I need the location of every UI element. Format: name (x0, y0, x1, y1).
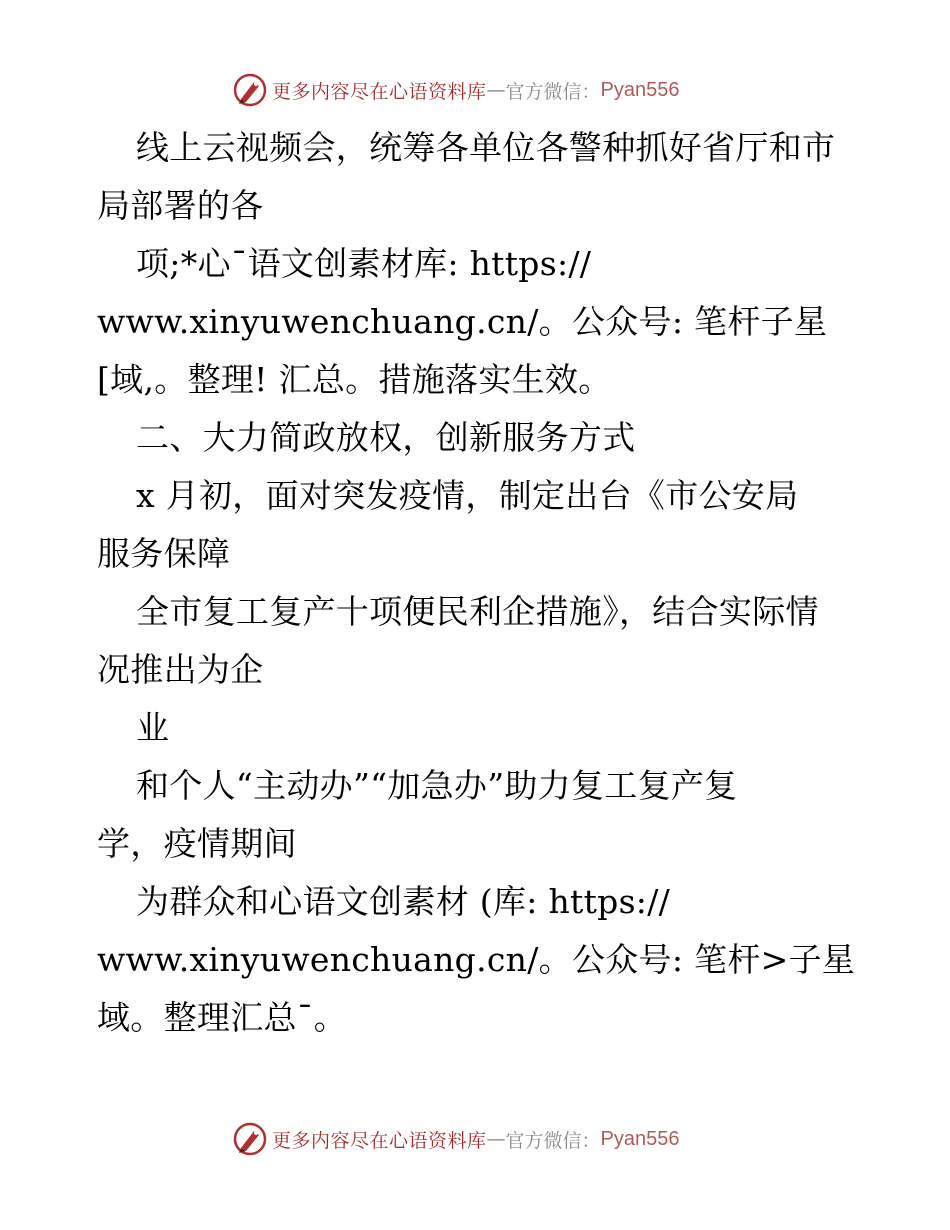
body-line-12: 和个人“主动办”“加急办”助力复工复产复 (136, 766, 738, 805)
watermark-main-text: 更多内容尽在心语资料库 (272, 80, 487, 103)
body-line-11: 业 (136, 708, 170, 747)
header-watermark (232, 72, 680, 108)
body-line-2: 局部署的各 (97, 186, 264, 225)
body-line-10: 况推出为企 (97, 650, 264, 689)
body-line-13: 学，疫情期间 (97, 824, 297, 863)
pen-logo-icon (232, 1121, 268, 1157)
watermark-wechat-id: Pyan556 (600, 78, 680, 101)
body-line-8: 服务保障 (97, 534, 231, 573)
watermark-separator: — (486, 79, 506, 101)
body-line-9: 全市复工复产十项便民利企措施》，结合实际情 (136, 592, 819, 631)
watermark-wechat-label: 官方微信： (505, 1129, 601, 1152)
body-line-15: www.xinyuwenchuang.cn/。公众号: 笔杆>子星 (97, 940, 856, 979)
body-line-1: 线上云视频会，统筹各单位各警种抓好省厅和市 (136, 128, 836, 167)
watermark-main-text: 更多内容尽在心语资料库 (272, 1129, 487, 1152)
body-line-16: 域。整理汇总¯。 (97, 998, 347, 1037)
body-line-6: 二、大力简政放权，创新服务方式 (136, 418, 636, 457)
watermark-wechat-label: 官方微信： (505, 80, 601, 103)
body-line-14: 为群众和心语文创素材 (库: https:// (136, 882, 671, 921)
watermark-separator: — (486, 1128, 506, 1150)
body-line-5: [域,。整理! 汇总。措施落实生效。 (97, 360, 612, 399)
pen-logo-icon (232, 72, 268, 108)
body-line-7: x 月初，面对突发疫情，制定出台《市公安局 (136, 476, 799, 515)
watermark-wechat-id: Pyan556 (600, 1127, 680, 1150)
footer-watermark (232, 1121, 680, 1157)
body-line-3: 项;*心¯语文创素材库: https:// (136, 244, 592, 283)
body-line-4: www.xinyuwenchuang.cn/。公众号: 笔杆子星 (97, 302, 828, 341)
